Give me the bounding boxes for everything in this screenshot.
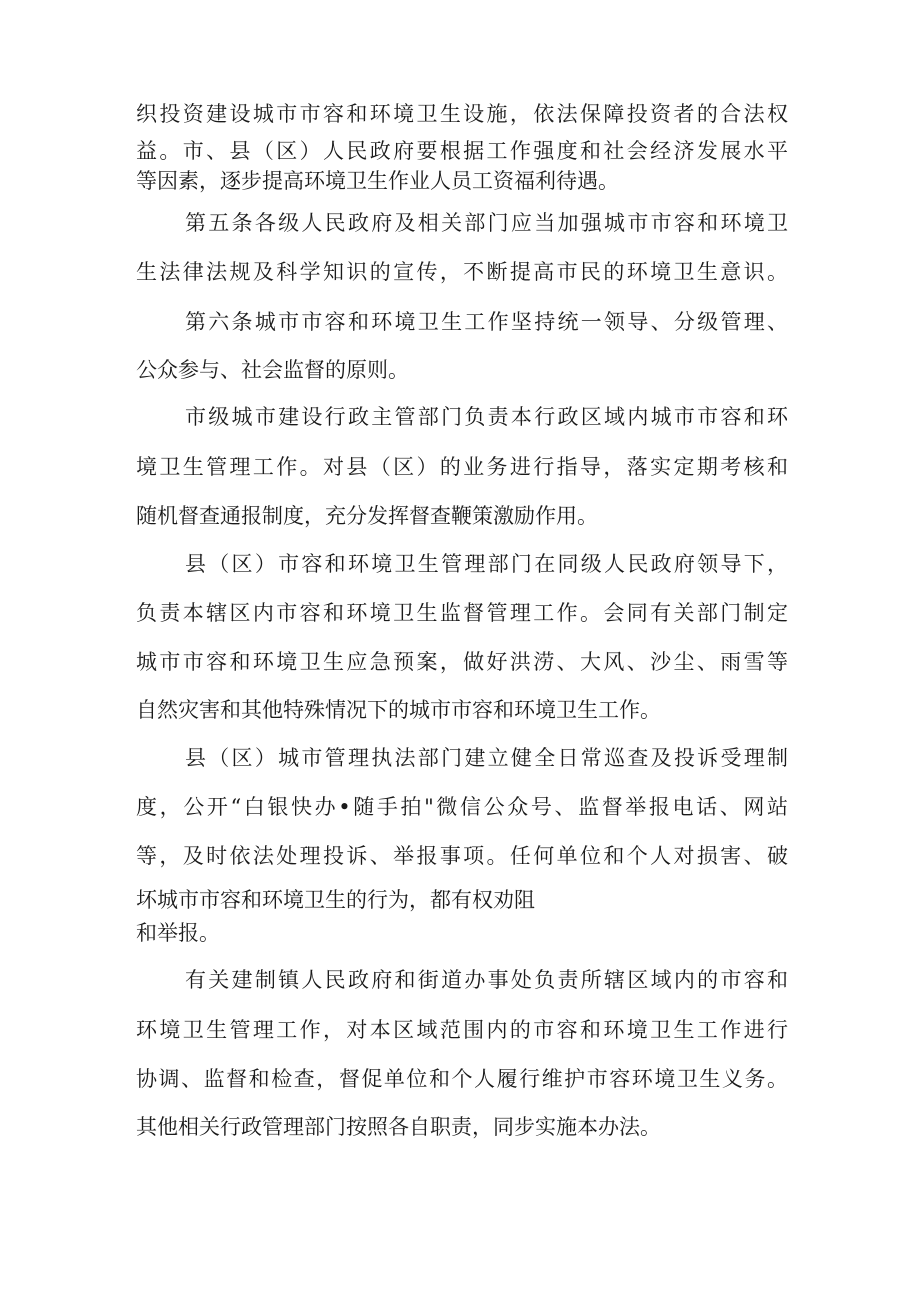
paragraph-line: 等因素，逐步提高环境卫生作业人员工资福利待遇。: [136, 169, 619, 193]
paragraph-line: 县（区）市容和环境卫生管理部门在同级人民政府领导下，: [185, 552, 788, 576]
paragraph-line: 有关建制镇人民政府和街道办事处负责所辖区域内的市容和: [185, 968, 788, 992]
paragraph-line: 随机督查通报制度，充分发挥督查鞭策激励作用。: [136, 504, 598, 528]
paragraph-line: 益。市、县（区）人民政府要根据工作强度和社会经济发展水平: [136, 139, 788, 163]
paragraph-line: 境卫生管理工作。对县（区）的业务进行指导，落实定期考核和: [136, 455, 788, 479]
paragraph-line: 自然灾害和其他特殊情况下的城市市容和环境卫生工作。: [136, 698, 661, 722]
paragraph-line: 城市市容和环境卫生应急预案，做好洪涝、大风、沙尘、雨雪等: [136, 650, 788, 674]
paragraph-line: 织投资建设城市市容和环境卫生设施，依法保障投资者的合法权: [136, 102, 788, 126]
paragraph-line: 第五条各级人民政府及相关部门应当加强城市市容和环境卫: [185, 211, 788, 235]
paragraph-line: 环境卫生管理工作，对本区域范围内的市容和环境卫生工作进行: [136, 1018, 788, 1042]
paragraph-line: 和举报。: [136, 921, 220, 945]
paragraph-line: 度，公开“白银快办•随手拍"微信公众号、监督举报电话、网站: [136, 795, 788, 819]
paragraph-line: 等，及时依法处理投诉、举报事项。任何单位和个人对损害、破: [136, 844, 788, 868]
paragraph-line: 协调、监督和检查，督促单位和个人履行维护市容环境卫生义务。: [136, 1067, 788, 1091]
paragraph-line: 市级城市建设行政主管部门负责本行政区域内城市市容和环: [185, 405, 788, 429]
paragraph-line: 负责本辖区内市容和环境卫生监督管理工作。会同有关部门制定: [136, 601, 788, 625]
paragraph-line: 生法律法规及科学知识的宣传，不断提高市民的环境卫生意识。: [136, 260, 788, 284]
paragraph-line: 县（区）城市管理执法部门建立健全日常巡查及投诉受理制: [185, 746, 788, 770]
paragraph-line: 其他相关行政管理部门按照各自职责，同步实施本办法。: [136, 1115, 661, 1139]
paragraph-line: 坏城市市容和环境卫生的行为，都有权劝阻: [136, 888, 535, 912]
paragraph-line: 第六条城市市容和环境卫生工作坚持统一领导、分级管理、: [185, 310, 788, 334]
paragraph-line: 公众参与、社会监督的原则。: [136, 358, 409, 382]
